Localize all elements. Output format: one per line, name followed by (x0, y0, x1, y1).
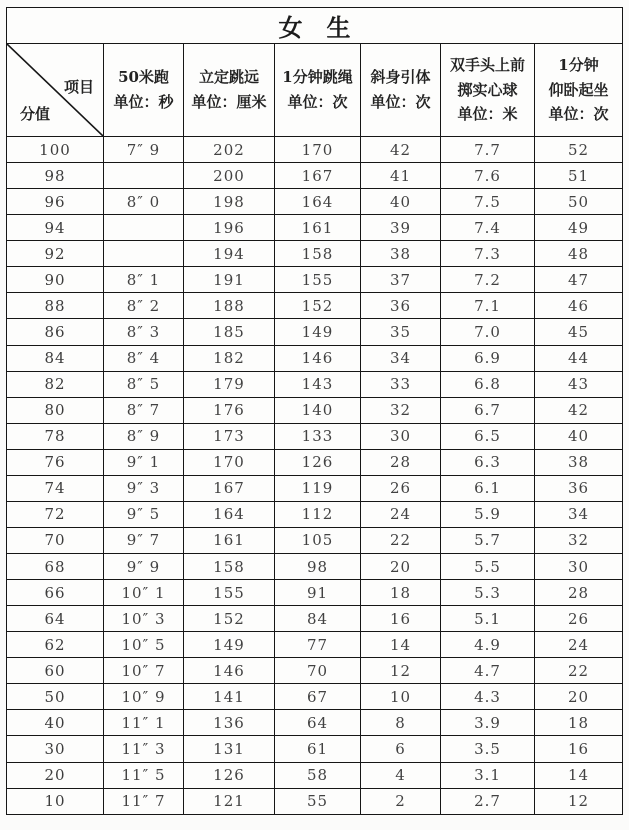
value-cell: 5.3 (441, 580, 535, 606)
column-header (535, 44, 623, 137)
value-cell: 42 (535, 397, 623, 423)
score-cell: 72 (7, 501, 104, 527)
value-cell: 194 (184, 241, 275, 267)
value-cell: 5.9 (441, 501, 535, 527)
value-cell: 40 (535, 423, 623, 449)
column-header (361, 44, 441, 137)
score-cell: 80 (7, 397, 104, 423)
value-cell: 20 (361, 554, 441, 580)
value-cell: 4 (361, 762, 441, 788)
value-cell: 140 (275, 397, 361, 423)
value-cell: 196 (184, 215, 275, 241)
value-cell: 51 (535, 163, 623, 189)
value-cell: 170 (184, 449, 275, 475)
column-header-line: 斜身引体 (370, 68, 431, 87)
value-cell: 11″ 3 (104, 736, 184, 762)
column-header (184, 44, 275, 137)
score-cell: 40 (7, 710, 104, 736)
value-cell: 5.7 (441, 527, 535, 553)
value-cell: 14 (535, 762, 623, 788)
value-cell: 5.5 (441, 554, 535, 580)
value-cell: 202 (184, 137, 275, 163)
value-cell: 3.1 (441, 762, 535, 788)
table-row (7, 762, 623, 788)
table-row (7, 475, 623, 501)
value-cell: 152 (275, 293, 361, 319)
value-cell: 33 (361, 371, 441, 397)
table-row (7, 293, 623, 319)
table-title: 女 生 (7, 8, 623, 44)
table-row (7, 267, 623, 293)
value-cell: 8″ 5 (104, 371, 184, 397)
value-cell: 28 (361, 449, 441, 475)
value-cell: 67 (275, 684, 361, 710)
value-cell: 4.7 (441, 658, 535, 684)
table-row (7, 684, 623, 710)
value-cell: 133 (275, 423, 361, 449)
table-row (7, 241, 623, 267)
value-cell: 20 (535, 684, 623, 710)
table-row (7, 501, 623, 527)
column-header-line: 单位：次 (287, 93, 348, 111)
value-cell: 6.1 (441, 475, 535, 501)
score-cell: 92 (7, 241, 104, 267)
value-cell: 42 (361, 137, 441, 163)
value-cell: 8″ 1 (104, 267, 184, 293)
value-cell: 38 (361, 241, 441, 267)
value-cell: 141 (184, 684, 275, 710)
value-cell: 11″ 1 (104, 710, 184, 736)
table-row (7, 632, 623, 658)
value-cell: 48 (535, 241, 623, 267)
value-cell: 7.1 (441, 293, 535, 319)
value-cell: 64 (275, 710, 361, 736)
value-cell: 52 (535, 137, 623, 163)
value-cell: 10 (361, 684, 441, 710)
value-cell: 11″ 5 (104, 762, 184, 788)
value-cell: 8″ 7 (104, 397, 184, 423)
value-cell: 40 (361, 189, 441, 215)
value-cell: 10″ 1 (104, 580, 184, 606)
value-cell: 9″ 1 (104, 449, 184, 475)
score-cell: 74 (7, 475, 104, 501)
table-row (7, 319, 623, 345)
value-cell: 4.3 (441, 684, 535, 710)
value-cell: 7.3 (441, 241, 535, 267)
value-cell: 22 (361, 527, 441, 553)
table-row (7, 606, 623, 632)
value-cell: 155 (275, 267, 361, 293)
value-cell: 98 (275, 554, 361, 580)
value-cell: 18 (535, 710, 623, 736)
score-cell: 86 (7, 319, 104, 345)
header-row (7, 44, 623, 137)
column-header-line: 50米跑 (118, 68, 169, 87)
value-cell: 41 (361, 163, 441, 189)
value-cell: 164 (275, 189, 361, 215)
value-cell: 105 (275, 527, 361, 553)
value-cell: 6.8 (441, 371, 535, 397)
column-header-line: 单位：次 (370, 93, 431, 111)
value-cell: 6 (361, 736, 441, 762)
value-cell: 191 (184, 267, 275, 293)
value-cell: 9″ 3 (104, 475, 184, 501)
value-cell: 7.0 (441, 319, 535, 345)
column-header-line: 掷实心球 (457, 80, 518, 99)
value-cell: 155 (184, 580, 275, 606)
value-cell: 167 (184, 475, 275, 501)
value-cell: 152 (184, 606, 275, 632)
corner-cell (7, 44, 104, 137)
value-cell: 34 (535, 501, 623, 527)
score-cell: 68 (7, 554, 104, 580)
value-cell: 121 (184, 788, 275, 814)
value-cell: 9″ 7 (104, 527, 184, 553)
column-header-line: 立定跳远 (198, 68, 259, 87)
value-cell: 36 (361, 293, 441, 319)
value-cell: 18 (361, 580, 441, 606)
table-row (7, 788, 623, 814)
value-cell: 167 (275, 163, 361, 189)
table-row (7, 554, 623, 580)
table-row (7, 137, 623, 163)
value-cell: 7.7 (441, 137, 535, 163)
value-cell: 7.4 (441, 215, 535, 241)
value-cell: 119 (275, 475, 361, 501)
value-cell: 8″ 9 (104, 423, 184, 449)
corner-label-item: 项目 (63, 78, 94, 96)
value-cell: 8″ 4 (104, 345, 184, 371)
value-cell: 143 (275, 371, 361, 397)
score-cell: 60 (7, 658, 104, 684)
value-cell: 58 (275, 762, 361, 788)
value-cell: 136 (184, 710, 275, 736)
score-cell: 96 (7, 189, 104, 215)
value-cell: 158 (184, 554, 275, 580)
value-cell: 8 (361, 710, 441, 736)
value-cell: 34 (361, 345, 441, 371)
value-cell: 8″ 0 (104, 189, 184, 215)
value-cell: 200 (184, 163, 275, 189)
value-cell: 10″ 7 (104, 658, 184, 684)
value-cell: 149 (275, 319, 361, 345)
table-row (7, 189, 623, 215)
value-cell: 50 (535, 189, 623, 215)
score-cell: 20 (7, 762, 104, 788)
value-cell: 22 (535, 658, 623, 684)
value-cell: 149 (184, 632, 275, 658)
value-cell: 2.7 (441, 788, 535, 814)
score-cell: 84 (7, 345, 104, 371)
value-cell: 4.9 (441, 632, 535, 658)
table-row (7, 215, 623, 241)
column-header-line: 1分钟 (558, 55, 599, 74)
score-cell: 98 (7, 163, 104, 189)
value-cell: 9″ 5 (104, 501, 184, 527)
value-cell: 131 (184, 736, 275, 762)
value-cell: 39 (361, 215, 441, 241)
value-cell: 37 (361, 267, 441, 293)
value-cell: 24 (535, 632, 623, 658)
value-cell: 28 (535, 580, 623, 606)
value-cell: 61 (275, 736, 361, 762)
score-cell: 62 (7, 632, 104, 658)
score-cell: 94 (7, 215, 104, 241)
table-row (7, 397, 623, 423)
table-row (7, 449, 623, 475)
column-header (275, 44, 361, 137)
column-header (441, 44, 535, 137)
value-cell (104, 241, 184, 267)
title-row (7, 8, 623, 44)
score-cell: 88 (7, 293, 104, 319)
value-cell: 91 (275, 580, 361, 606)
score-cell: 70 (7, 527, 104, 553)
value-cell: 146 (275, 345, 361, 371)
value-cell: 30 (535, 554, 623, 580)
table-row (7, 423, 623, 449)
value-cell: 70 (275, 658, 361, 684)
value-cell: 24 (361, 501, 441, 527)
value-cell: 179 (184, 371, 275, 397)
value-cell: 6.3 (441, 449, 535, 475)
value-cell: 55 (275, 788, 361, 814)
value-cell: 16 (535, 736, 623, 762)
value-cell: 26 (535, 606, 623, 632)
value-cell: 198 (184, 189, 275, 215)
column-header-line: 单位：米 (457, 105, 518, 124)
value-cell: 7.6 (441, 163, 535, 189)
table-row (7, 580, 623, 606)
value-cell: 10″ 5 (104, 632, 184, 658)
fitness-score-table (6, 7, 623, 815)
score-cell: 78 (7, 423, 104, 449)
value-cell: 2 (361, 788, 441, 814)
value-cell: 12 (535, 788, 623, 814)
value-cell: 164 (184, 501, 275, 527)
value-cell: 161 (184, 527, 275, 553)
table-body (7, 137, 623, 815)
value-cell: 36 (535, 475, 623, 501)
value-cell: 9″ 9 (104, 554, 184, 580)
column-header-line: 单位：次 (548, 105, 609, 124)
value-cell: 6.5 (441, 423, 535, 449)
score-cell: 64 (7, 606, 104, 632)
value-cell: 11″ 7 (104, 788, 184, 814)
value-cell: 185 (184, 319, 275, 345)
value-cell: 47 (535, 267, 623, 293)
value-cell: 5.1 (441, 606, 535, 632)
column-header-line: 仰卧起坐 (548, 80, 609, 99)
value-cell: 45 (535, 319, 623, 345)
value-cell: 77 (275, 632, 361, 658)
value-cell: 84 (275, 606, 361, 632)
value-cell: 161 (275, 215, 361, 241)
value-cell: 158 (275, 241, 361, 267)
table-row (7, 527, 623, 553)
value-cell: 7″ 9 (104, 137, 184, 163)
value-cell: 49 (535, 215, 623, 241)
corner-label-score: 分值 (20, 105, 51, 123)
value-cell: 126 (275, 449, 361, 475)
value-cell: 8″ 3 (104, 319, 184, 345)
table-row (7, 345, 623, 371)
value-cell: 14 (361, 632, 441, 658)
value-cell: 7.5 (441, 189, 535, 215)
score-cell: 76 (7, 449, 104, 475)
value-cell: 112 (275, 501, 361, 527)
value-cell: 16 (361, 606, 441, 632)
score-cell: 30 (7, 736, 104, 762)
column-header-line: 单位：厘米 (191, 93, 267, 111)
value-cell: 182 (184, 345, 275, 371)
value-cell: 32 (361, 397, 441, 423)
table-row (7, 371, 623, 397)
value-cell: 8″ 2 (104, 293, 184, 319)
table-row (7, 710, 623, 736)
value-cell: 173 (184, 423, 275, 449)
column-header-line: 单位：秒 (113, 93, 174, 111)
score-cell: 82 (7, 371, 104, 397)
table-row (7, 163, 623, 189)
value-cell (104, 163, 184, 189)
value-cell: 26 (361, 475, 441, 501)
score-cell: 10 (7, 788, 104, 814)
value-cell: 30 (361, 423, 441, 449)
value-cell: 10″ 3 (104, 606, 184, 632)
column-header-line: 双手头上前 (449, 55, 525, 74)
value-cell: 32 (535, 527, 623, 553)
value-cell: 126 (184, 762, 275, 788)
value-cell: 3.5 (441, 736, 535, 762)
score-cell: 50 (7, 684, 104, 710)
value-cell: 6.7 (441, 397, 535, 423)
value-cell (104, 215, 184, 241)
column-header-line: 1分钟跳绳 (282, 68, 353, 87)
value-cell: 12 (361, 658, 441, 684)
score-cell: 100 (7, 137, 104, 163)
value-cell: 38 (535, 449, 623, 475)
value-cell: 43 (535, 371, 623, 397)
score-cell: 66 (7, 580, 104, 606)
table-row (7, 736, 623, 762)
value-cell: 46 (535, 293, 623, 319)
value-cell: 10″ 9 (104, 684, 184, 710)
value-cell: 146 (184, 658, 275, 684)
value-cell: 35 (361, 319, 441, 345)
value-cell: 7.2 (441, 267, 535, 293)
value-cell: 176 (184, 397, 275, 423)
value-cell: 188 (184, 293, 275, 319)
value-cell: 3.9 (441, 710, 535, 736)
value-cell: 170 (275, 137, 361, 163)
column-header (104, 44, 184, 137)
score-cell: 90 (7, 267, 104, 293)
value-cell: 44 (535, 345, 623, 371)
value-cell: 6.9 (441, 345, 535, 371)
table-row (7, 658, 623, 684)
